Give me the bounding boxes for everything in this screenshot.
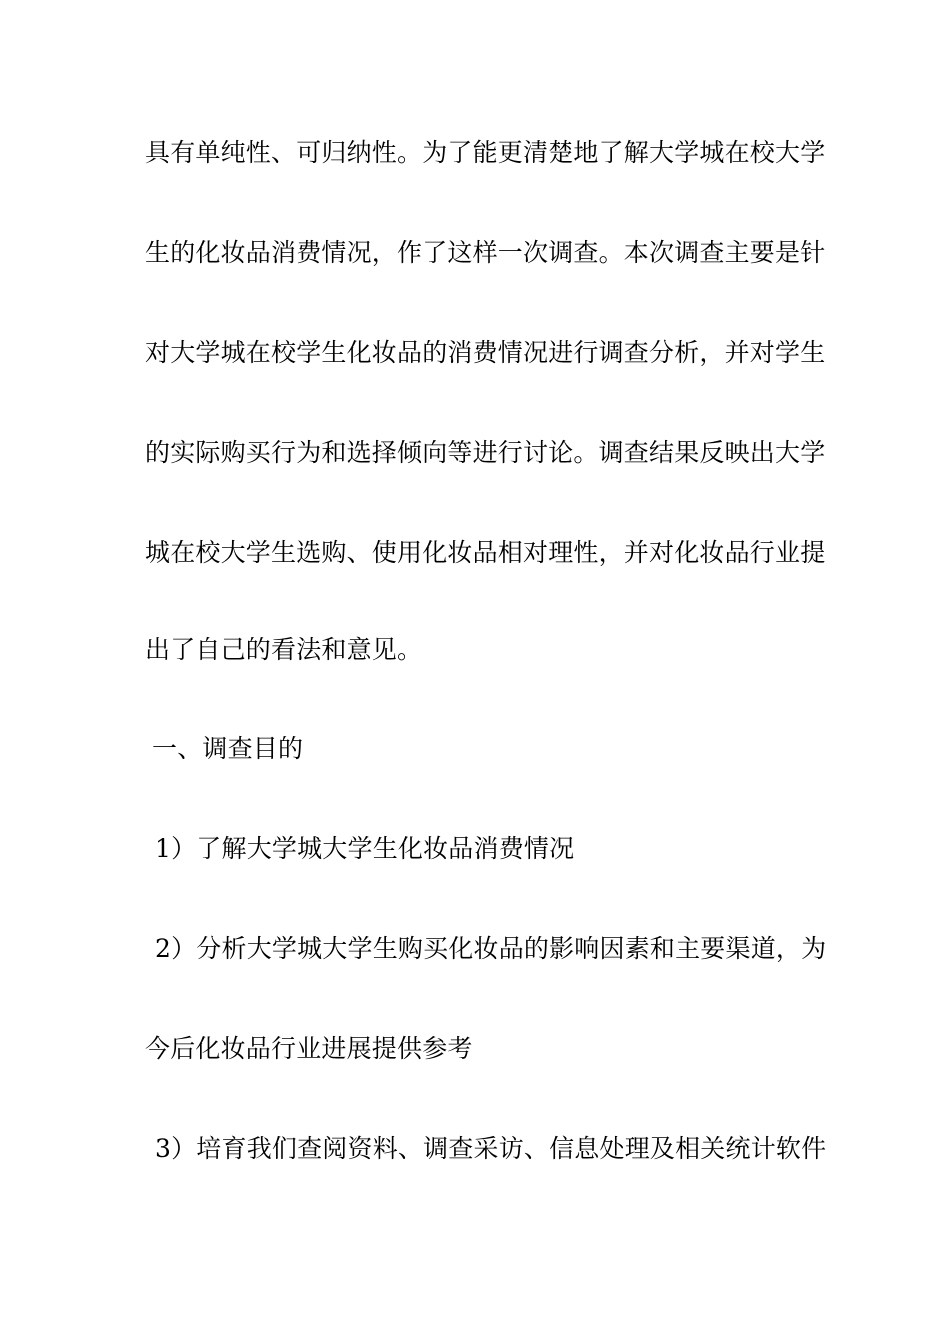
section-heading: 一、调查目的: [152, 734, 304, 763]
paragraph-line-6: 出了自己的看法和意见。: [145, 635, 423, 664]
paragraph-line-2: 生的化妆品消费情况，作了这样一次调查。本次调查主要是针: [145, 238, 826, 267]
list-item-2-continuation: 今后化妆品行业进展提供参考: [145, 1034, 473, 1063]
paragraph-line-5: 城在校大学生选购、使用化妆品相对理性，并对化妆品行业提: [145, 538, 826, 567]
list-item-3: 3）培育我们查阅资料、调查采访、信息处理及相关统计软件: [155, 1134, 827, 1163]
list-item-2: 2）分析大学城大学生购买化妆品的影响因素和主要渠道，为: [155, 934, 827, 963]
list-item-1: 1）了解大学城大学生化妆品消费情况: [155, 834, 575, 863]
paragraph-line-4: 的实际购买行为和选择倾向等进行讨论。调查结果反映出大学: [145, 438, 826, 467]
paragraph-line-3: 对大学城在校学生化妆品的消费情况进行调查分析，并对学生: [145, 338, 826, 367]
paragraph-line-1: 具有单纯性、可归纳性。为了能更清楚地了解大学城在校大学: [145, 138, 826, 167]
